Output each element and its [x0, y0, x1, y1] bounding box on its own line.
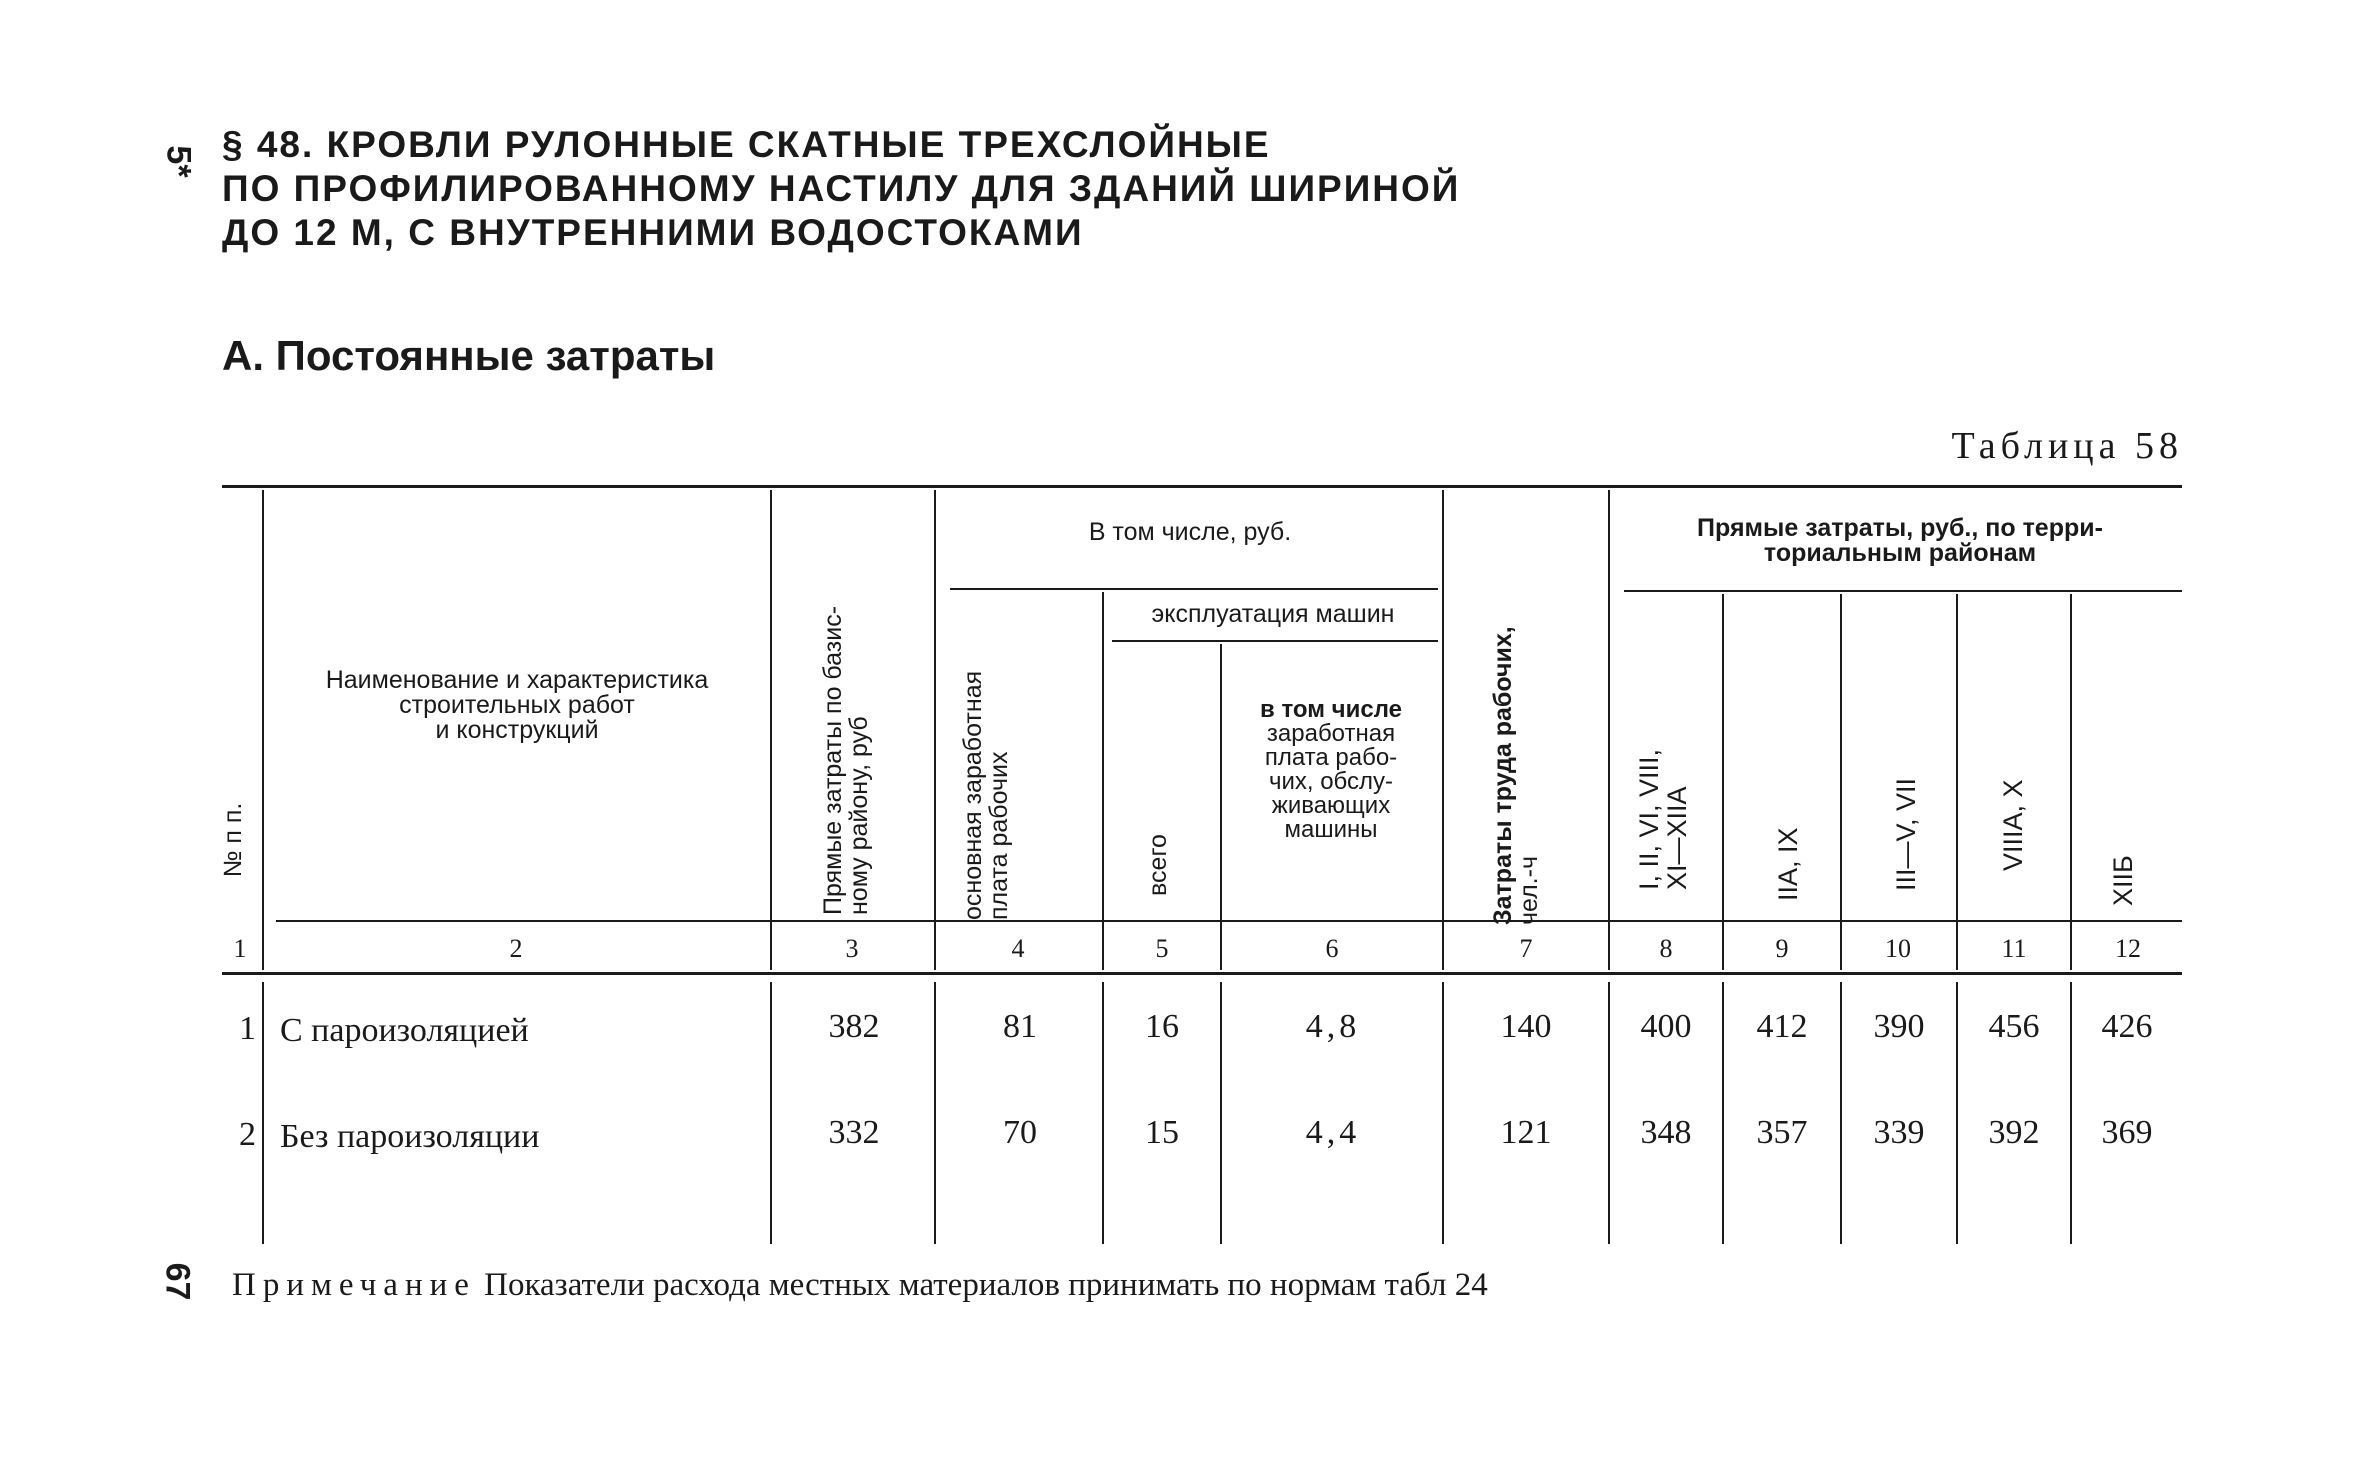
group-regions-rule: [1624, 590, 2182, 592]
col-number-5: 5: [1155, 934, 1169, 963]
row-1-number: 1: [239, 1010, 256, 1047]
vrule-5: [1220, 644, 1222, 970]
row-2-name: Без пароизоляции: [280, 1118, 540, 1155]
vrule-6: [1442, 490, 1444, 970]
body-vrule-6: [1442, 982, 1444, 1244]
header-direct-costs: Прямые затраты по базис- ному району, руб: [819, 605, 874, 915]
header-labor-costs: Затраты труда рабочих, чел.-ч: [1489, 626, 1544, 925]
header-bottom-rule: [276, 920, 2182, 922]
row-1-cell: 400: [1640, 1008, 1692, 1045]
header-region-4: VIIIA, X: [1998, 779, 2028, 871]
col-number-2: 2: [509, 934, 523, 963]
note-label: Примечание: [232, 1267, 476, 1303]
body-vrule-4: [1102, 982, 1104, 1244]
col-number-12: 12: [2115, 934, 2141, 963]
row-1-cell: 81: [1003, 1008, 1037, 1045]
header-work-name: Наименование и характеристика строительных работ и конструкций: [325, 666, 709, 744]
subsection-title: А. Постоянные затраты: [222, 332, 716, 379]
header-group-machines: эксплуатация машин: [1151, 600, 1395, 628]
body-vrule-8: [1722, 982, 1724, 1244]
table-number: Таблица 58: [1951, 425, 2183, 467]
page-mark-top: 5*: [159, 145, 198, 178]
table-note: [232, 1267, 1488, 1304]
row-1-cell: 140: [1500, 1008, 1552, 1045]
vrule-8: [1722, 594, 1724, 970]
col-number-1: 1: [233, 934, 247, 963]
vrule-1: [262, 490, 264, 970]
row-2-cell: 332: [828, 1114, 880, 1151]
section-title-line-3: ДО 12 М, С ВНУТРЕННИМИ ВОДОСТОКАМИ: [222, 212, 1084, 253]
vrule-2: [770, 490, 772, 970]
column-number-rule: [222, 972, 2182, 975]
header-group-including: В том числе, руб.: [1088, 518, 1292, 546]
header-group-regions: Прямые затраты, руб., по терри- ториальным районам: [1697, 514, 2103, 567]
body-vrule-9: [1840, 982, 1842, 1244]
col-number-4: 4: [1011, 934, 1025, 963]
header-machine-operator-wages: в том числе заработная плата рабо- чих, обслу- живающих машины: [1260, 696, 1402, 843]
col-number-8: 8: [1659, 934, 1673, 963]
col-number-3: 3: [845, 934, 859, 963]
header-region-5: XIIБ: [2108, 855, 2138, 906]
row-1-cell: 412: [1756, 1008, 1808, 1045]
header-col-number: № п п.: [219, 802, 247, 878]
vrule-7: [1608, 490, 1610, 970]
row-1-cell: 4,8: [1305, 1008, 1361, 1045]
row-1-cell: 382: [828, 1008, 880, 1045]
body-vrule-11: [2070, 982, 2072, 1244]
row-2-cell: 348: [1640, 1114, 1692, 1151]
header-region-1: I, II, VI, VIII, XI—XIIA: [1634, 748, 1693, 890]
col-number-6: 6: [1325, 934, 1339, 963]
body-vrule-10: [1956, 982, 1958, 1244]
table-top-rule: [222, 485, 2182, 488]
col-number-11: 11: [2001, 934, 2027, 963]
col-number-9: 9: [1775, 934, 1789, 963]
vrule-3: [934, 490, 936, 970]
section-title-line-2: ПО ПРОФИЛИРОВАННОМУ НАСТИЛУ ДЛЯ ЗДАНИЙ ШИРИНОЙ: [222, 168, 1461, 209]
body-vrule-7: [1608, 982, 1610, 1244]
row-2-number: 2: [239, 1116, 256, 1153]
row-2-cell: 15: [1145, 1114, 1179, 1151]
vrule-4: [1102, 592, 1104, 970]
col-number-7: 7: [1519, 934, 1533, 963]
row-2-cell: 357: [1756, 1114, 1808, 1151]
header-machines-total: всего: [1144, 834, 1172, 896]
row-2-cell: 70: [1003, 1114, 1037, 1151]
group-incl-rule: [950, 588, 1438, 590]
row-2-cell: 392: [1988, 1114, 2040, 1151]
header-region-3: III—V, VII: [1891, 777, 1921, 891]
row-2-cell: 369: [2101, 1114, 2153, 1151]
row-1-cell: 390: [1873, 1008, 1925, 1045]
note-text: Показатели расхода местных материалов принимать по нормам табл 24: [484, 1267, 1488, 1303]
body-vrule-2: [770, 982, 772, 1244]
row-1-cell: 426: [2101, 1008, 2153, 1045]
row-2-cell: 4,4: [1305, 1114, 1361, 1151]
body-vrule-5: [1220, 982, 1222, 1244]
row-1-cell: 16: [1145, 1008, 1179, 1045]
header-region-2: IIA, IX: [1773, 827, 1803, 901]
header-base-wages: основная заработная плата рабочих: [959, 670, 1014, 920]
page-number: 67: [158, 1262, 197, 1301]
vrule-9: [1840, 594, 1842, 970]
row-1-name: С пароизоляцией: [280, 1012, 529, 1049]
vrule-10: [1956, 594, 1958, 970]
body-vrule-3: [934, 982, 936, 1244]
col-number-10: 10: [1885, 934, 1911, 963]
section-title-line-1: § 48. КРОВЛИ РУЛОННЫЕ СКАТНЫЕ ТРЕХСЛОЙНЫЕ: [222, 124, 1271, 165]
vrule-11: [2070, 594, 2072, 970]
group-machines-rule: [1112, 640, 1438, 642]
row-1-cell: 456: [1988, 1008, 2040, 1045]
row-2-cell: 339: [1873, 1114, 1925, 1151]
body-vrule-1: [262, 982, 264, 1244]
row-2-cell: 121: [1500, 1114, 1552, 1151]
